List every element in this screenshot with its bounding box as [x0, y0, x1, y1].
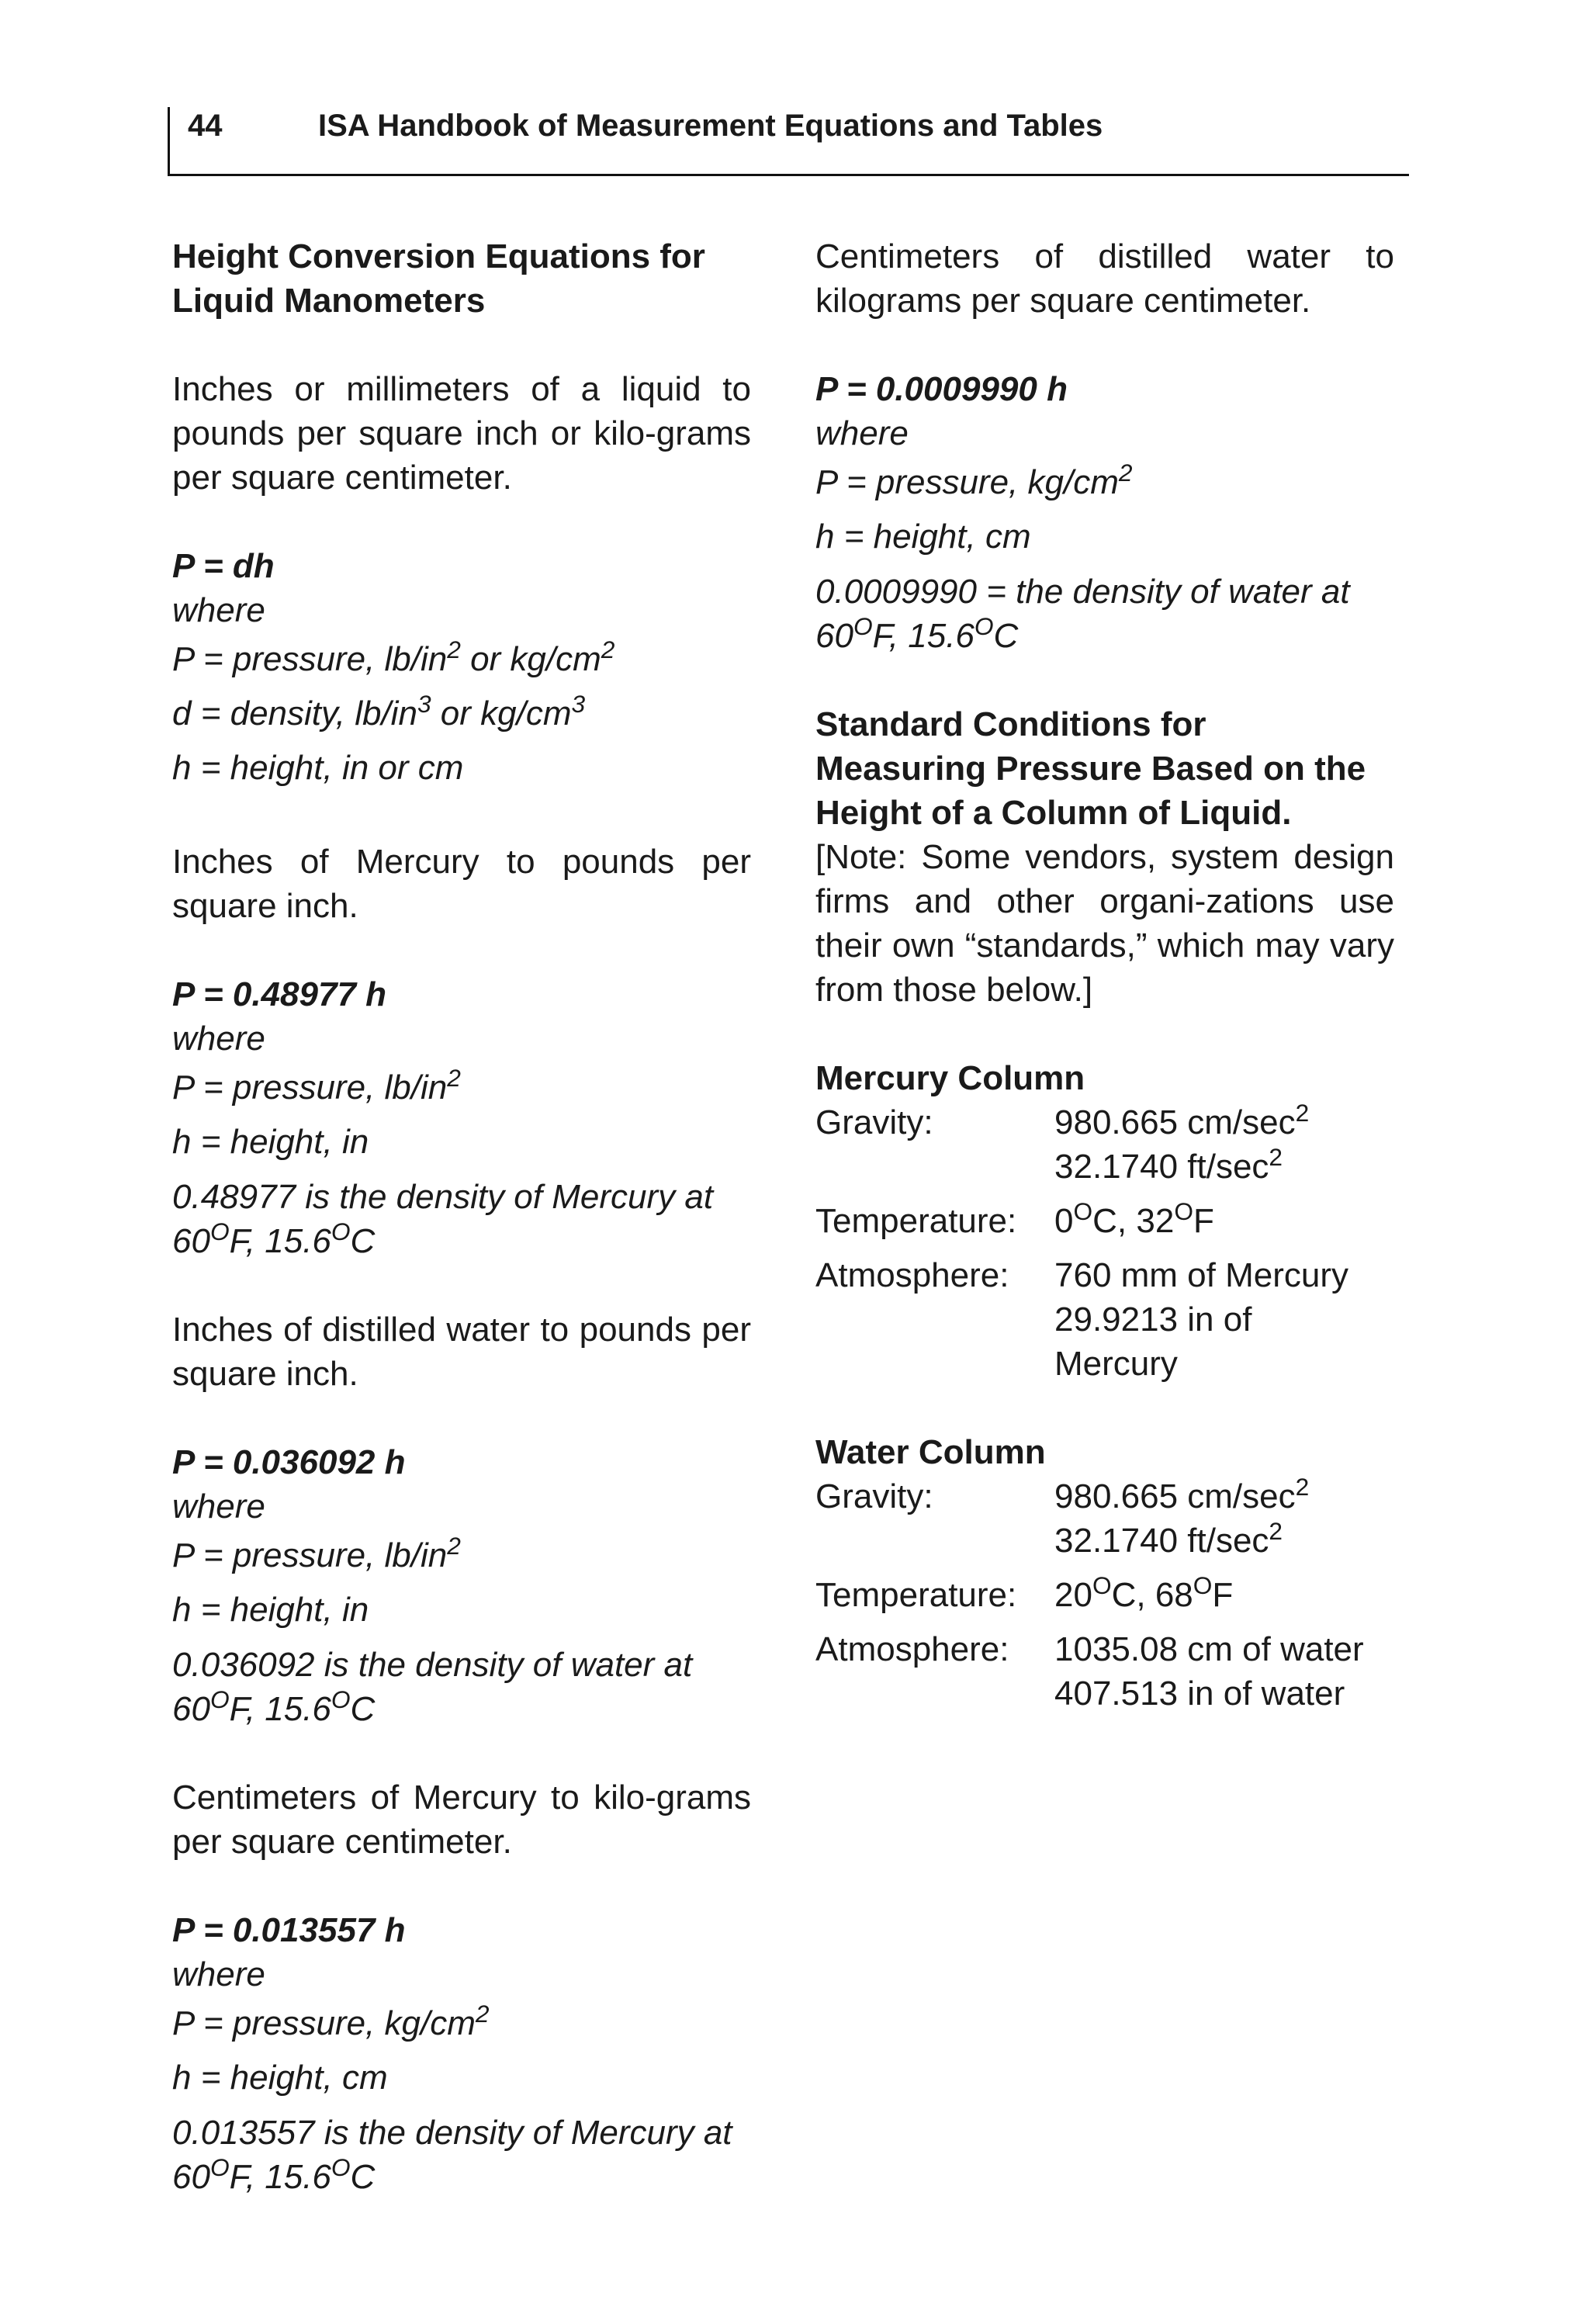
- density-note: 0.48977 is the density of Mercury at $60^OF$, $15.6^OC$: [172, 1178, 714, 1260]
- variable-definition: P = pressure, $kg/cm^2$: [172, 2000, 490, 2042]
- where-label: where: [172, 1020, 265, 1058]
- table-row: [815, 1627, 1394, 1671]
- where-label: where: [172, 1955, 265, 1993]
- header-rule-vertical: [168, 107, 170, 175]
- row-label: Temperature:: [815, 1576, 1017, 1614]
- variable-definition: h = height, cm: [172, 2059, 388, 2097]
- running-header-title: ISA Handbook of Measurement Equations and Tables: [318, 109, 1103, 143]
- right-column: [815, 234, 1394, 1716]
- row-value: $0^OC$, $32^OF$: [1054, 1197, 1214, 1240]
- variable-definition: h = height, in: [172, 1123, 369, 1161]
- row-value: 29.9213 in of: [1054, 1301, 1252, 1339]
- equation: P = 0.0009990 h: [815, 370, 1068, 408]
- variable-definition: h = height, in: [172, 1591, 369, 1629]
- section-heading-line: Liquid Manometers: [172, 282, 486, 320]
- page-number: 44: [188, 109, 223, 143]
- row-label: Temperature:: [815, 1202, 1017, 1240]
- table-row: [815, 1100, 1394, 1145]
- section-heading-line: Height of a Column of Liquid.: [815, 794, 1292, 832]
- water-column-heading: Water Column: [815, 1433, 1046, 1471]
- section-heading-line: Standard Conditions for: [815, 705, 1206, 743]
- variable-definition: P = pressure, $lb/in^2$: [172, 1064, 461, 1107]
- row-value: 32.1740 $ft/\sec^2$: [1054, 1517, 1283, 1560]
- variable-definition: P = pressure, $kg/cm^2$: [815, 459, 1133, 501]
- table-row: [815, 1573, 1394, 1617]
- standards-note: [Note: Some vendors, system design firms and other organi-zations use their own “standards,” which may vary from those below.]: [815, 838, 1394, 1009]
- left-column: [172, 234, 751, 2199]
- row-value: $20^OC$, $68^OF$: [1054, 1571, 1234, 1614]
- variable-definition: h = height, cm: [815, 518, 1031, 556]
- where-label: where: [172, 591, 265, 629]
- equation: P = 0.48977 h: [172, 975, 387, 1013]
- section-heading-line: Measuring Pressure Based on the: [815, 750, 1366, 788]
- table-row: [815, 1199, 1394, 1243]
- variable-definition: h = height, in or cm: [172, 749, 464, 787]
- where-label: where: [815, 414, 909, 452]
- intro-paragraph: Inches or millimeters of a liquid to pounds per square inch or kilo-grams per square centimeter.: [172, 370, 751, 497]
- row-label: Gravity:: [815, 1477, 933, 1515]
- equation: P = dh: [172, 547, 275, 585]
- section-heading-line: Height Conversion Equations for: [172, 237, 705, 275]
- row-value: 1035.08 cm of water: [1054, 1630, 1364, 1668]
- variable-definition: d = density, $lb/in^3$ or $kg/cm^3$: [172, 690, 586, 733]
- variable-definition: P = pressure, $lb/in^2$: [172, 1532, 461, 1574]
- header-rule-horizontal: [168, 174, 1409, 176]
- row-label: Atmosphere:: [815, 1630, 1009, 1668]
- mercury-column-heading: Mercury Column: [815, 1059, 1085, 1097]
- section-heading: [815, 702, 1394, 835]
- row-value: 32.1740 $ft/\sec^2$: [1054, 1143, 1283, 1186]
- row-value: 980.665 $cm/\sec^2$: [1054, 1099, 1310, 1141]
- intro-paragraph: Centimeters of distilled water to kilograms per square centimeter.: [815, 237, 1394, 320]
- table-row: [815, 1253, 1394, 1297]
- density-note: 0.0009990 = the density of water at $60^OF$, $15.6^OC$: [815, 573, 1350, 655]
- intro-paragraph: Inches of distilled water to pounds per square inch.: [172, 1311, 751, 1393]
- equation: P = 0.013557 h: [172, 1911, 406, 1949]
- where-label: where: [172, 1488, 265, 1526]
- section-heading: [172, 234, 751, 323]
- row-value: 407.513 in of water: [1054, 1675, 1345, 1713]
- density-note: 0.013557 is the density of Mercury at $60^OF$, $15.6^OC$: [172, 2114, 732, 2196]
- density-note: 0.036092 is the density of water at $60^OF$, $15.6^OC$: [172, 1646, 693, 1728]
- row-value: 760 mm of Mercury: [1054, 1256, 1348, 1294]
- row-label: Gravity:: [815, 1103, 933, 1141]
- intro-paragraph: Centimeters of Mercury to kilo-grams per square centimeter.: [172, 1779, 751, 1861]
- table-row: [815, 1474, 1394, 1519]
- intro-paragraph: Inches of Mercury to pounds per square inch.: [172, 843, 751, 925]
- row-label: Atmosphere:: [815, 1256, 1009, 1294]
- equation: P = 0.036092 h: [172, 1443, 406, 1481]
- row-value: 980.665 $cm/\sec^2$: [1054, 1473, 1310, 1515]
- variable-definition: P = pressure, $lb/in^2$ or $kg/cm^2$: [172, 636, 615, 678]
- row-value: Mercury: [1054, 1345, 1178, 1383]
